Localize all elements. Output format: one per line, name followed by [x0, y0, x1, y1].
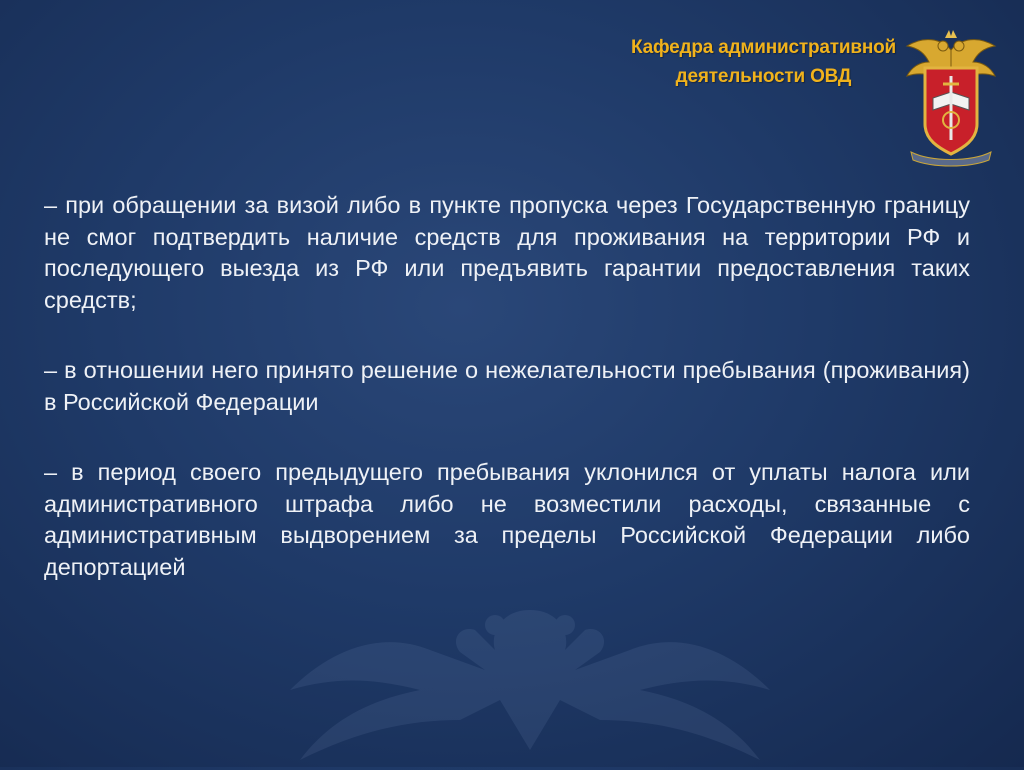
paragraph-undesirability-decision: – в отношении него принято решение о нежелательности пребывания (проживания) в Российской Федерации	[44, 357, 970, 415]
main-text	[44, 190, 970, 622]
department-title-line1: Кафедра административной	[630, 37, 896, 58]
police-eagle-emblem-icon	[903, 28, 999, 168]
department-title	[631, 33, 896, 91]
paragraph-tax-fine-evasion: – в период своего предыдущего пребывания уклонился от уплаты налога или административного штрафа либо не возместили расходы, связанные с административным выдворением за пределы Российской Федерации либо депортацией	[44, 459, 970, 580]
department-title-line2: деятельности ОВД	[675, 66, 852, 87]
paragraph-visa-funds: – при обращении за визой либо в пункте пропуска через Государственную границу не смог подтвердить наличие средств для проживания на территории РФ и последующего выезда из РФ или предъявить гарантии предоставления таких средств;	[44, 192, 970, 313]
